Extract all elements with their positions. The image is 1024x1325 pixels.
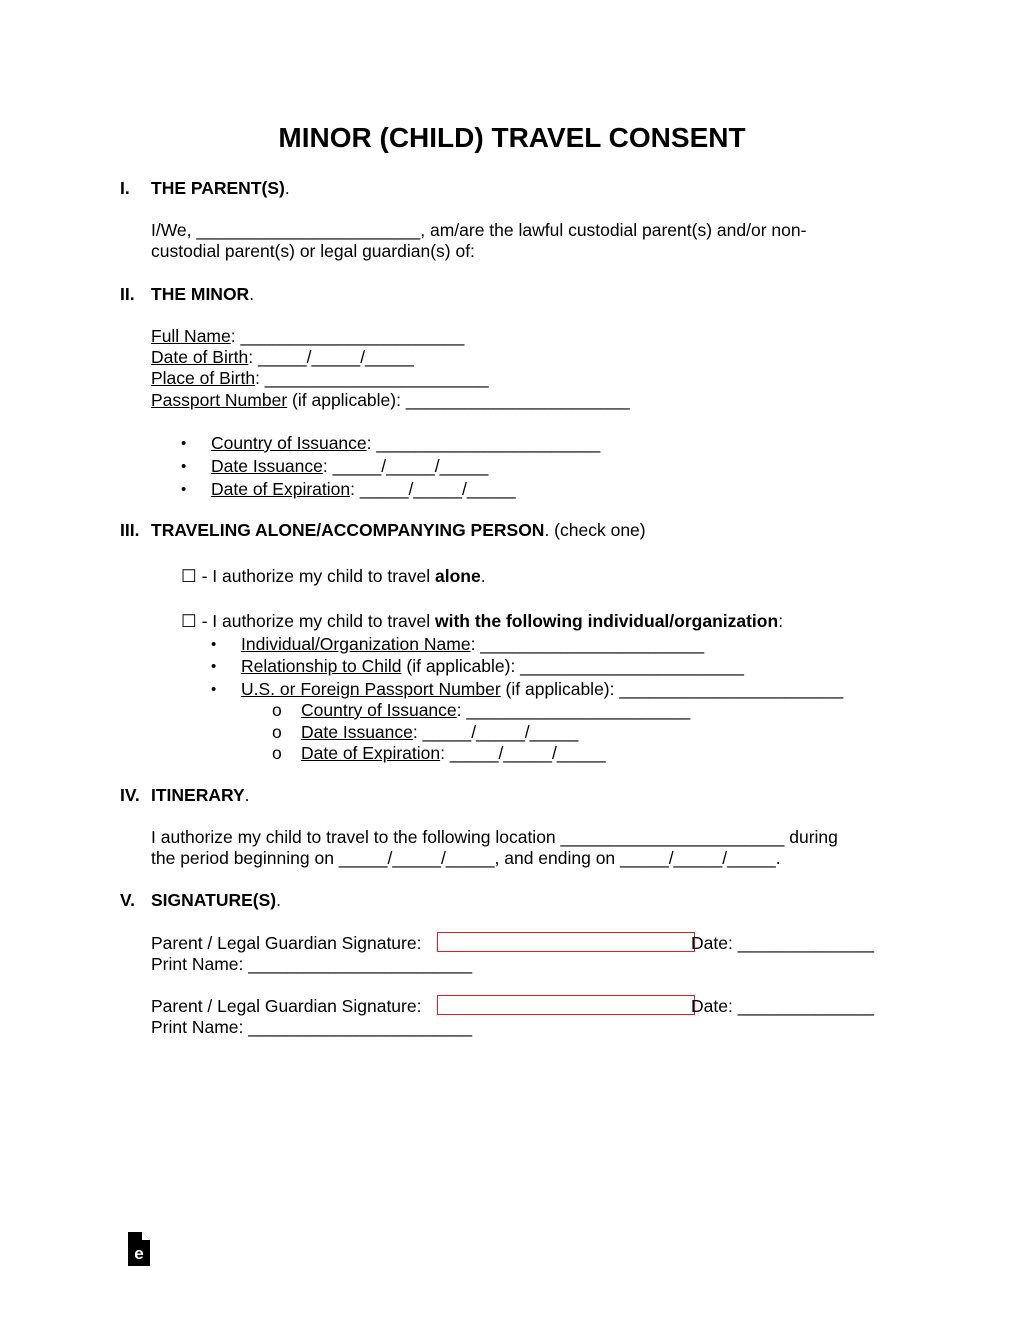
signature-label-1: Parent / Legal Guardian Signature:	[151, 933, 422, 953]
option-alone-bold: alone	[435, 566, 481, 586]
section-1-title: THE PARENT(S)	[151, 178, 285, 198]
section-4-title: ITINERARY	[151, 785, 245, 805]
companion-passport-label: U.S. or Foreign Passport Number	[241, 679, 501, 699]
itinerary-line-2[interactable]: the period beginning on _____/_____/_____, and ending on _____/_____/_____.	[151, 848, 781, 868]
bullet-icon: •	[181, 481, 187, 498]
companion-country-field[interactable]	[301, 700, 690, 721]
section-4-number: IV.	[120, 785, 140, 805]
pob-label: Place of Birth	[151, 368, 256, 388]
passport-blank[interactable]: (if applicable): _______________________	[287, 390, 630, 410]
companion-issuance-field[interactable]	[301, 722, 578, 743]
section-3-rest: . (check one)	[544, 520, 646, 540]
section-3-heading	[151, 520, 646, 541]
parent-line-2: custodial parent(s) or legal guardian(s) of:	[151, 241, 475, 261]
option-accompanied-text: - I authorize my child to travel	[196, 611, 435, 631]
section-2-period: .	[249, 284, 255, 304]
full-name-label: Full Name	[151, 326, 231, 346]
dob-label: Date of Birth	[151, 347, 249, 367]
minor-full-name-field[interactable]	[151, 326, 464, 347]
logo-letter: e	[134, 1244, 144, 1263]
companion-issuance-blank[interactable]: : _____/_____/_____	[412, 722, 579, 742]
bullet-icon: •	[211, 658, 217, 675]
country-label: Country of Issuance	[211, 433, 367, 453]
section-5-number: V.	[120, 890, 135, 910]
parent-line-1[interactable]: I/We, _______________________, am/are the lawful custodial parent(s) and/or non-	[151, 220, 807, 240]
issuance-blank[interactable]: : _____/_____/_____	[322, 456, 489, 476]
section-4-period: .	[244, 785, 250, 805]
pob-blank[interactable]: : _______________________	[255, 368, 489, 388]
section-2-heading	[151, 284, 254, 305]
individual-name-label: Individual/Organization Name	[241, 634, 471, 654]
companion-passport-blank[interactable]: (if applicable): _______________________	[500, 679, 844, 699]
option-accompanied-bold: with the following individual/organization	[435, 611, 779, 631]
companion-expiration-label: Date of Expiration	[301, 743, 441, 763]
companion-expiration-blank[interactable]: : _____/_____/_____	[440, 743, 606, 763]
option-accompanied[interactable]	[181, 611, 783, 632]
expiration-label: Date of Expiration	[211, 479, 351, 499]
country-blank[interactable]: : _______________________	[366, 433, 601, 453]
companion-expiration-field[interactable]	[301, 743, 606, 764]
option-alone-text: - I authorize my child to travel	[196, 566, 435, 586]
sub-bullet-icon: o	[272, 722, 282, 742]
document-title: MINOR (CHILD) TRAVEL CONSENT	[278, 122, 746, 153]
itinerary-line-1[interactable]: I authorize my child to travel to the following location _______________________ during	[151, 827, 838, 847]
dob-blank[interactable]: : _____/_____/_____	[248, 347, 414, 367]
signature-field-1[interactable]	[437, 932, 695, 952]
checkbox-icon[interactable]: ☐	[181, 566, 197, 586]
option-alone-period: .	[480, 566, 486, 586]
print-name-field-1[interactable]: Print Name: _______________________	[151, 954, 473, 974]
section-3-number: III.	[120, 520, 140, 540]
minor-expiration-field[interactable]	[211, 479, 516, 500]
option-alone[interactable]	[181, 566, 486, 587]
companion-passport-field[interactable]	[241, 679, 843, 700]
section-5-title: SIGNATURE(S)	[151, 890, 277, 910]
bullet-icon: •	[211, 681, 217, 698]
section-1-number: I.	[120, 178, 130, 198]
option-accompanied-colon: :	[778, 611, 784, 631]
passport-label: Passport Number	[151, 390, 288, 410]
issuance-label: Date Issuance	[211, 456, 323, 476]
section-2-title: THE MINOR	[151, 284, 250, 304]
companion-country-blank[interactable]: : _______________________	[456, 700, 691, 720]
section-2-number: II.	[120, 284, 135, 304]
minor-pob-field[interactable]	[151, 368, 489, 389]
minor-passport-field[interactable]	[151, 390, 630, 411]
expiration-blank[interactable]: : _____/_____/_____	[350, 479, 516, 499]
checkbox-icon[interactable]: ☐	[181, 611, 197, 631]
companion-country-label: Country of Issuance	[301, 700, 457, 720]
minor-issuance-field[interactable]	[211, 456, 488, 477]
section-4-heading	[151, 785, 250, 806]
relationship-field[interactable]	[241, 656, 744, 677]
signature-field-2[interactable]	[437, 995, 695, 1015]
minor-country-field[interactable]	[211, 433, 600, 454]
sub-bullet-icon: o	[272, 700, 282, 720]
bullet-icon: •	[181, 458, 187, 475]
date-field-2[interactable]: Date: ______________	[691, 996, 874, 1016]
bullet-icon: •	[181, 435, 187, 452]
individual-name-blank[interactable]: : _______________________	[470, 634, 705, 654]
print-name-field-2[interactable]: Print Name: _______________________	[151, 1017, 473, 1037]
signature-label-2: Parent / Legal Guardian Signature:	[151, 996, 422, 1016]
companion-issuance-label: Date Issuance	[301, 722, 413, 742]
section-5-heading	[151, 890, 281, 911]
section-3-title: TRAVELING ALONE/ACCOMPANYING PERSON	[151, 520, 545, 540]
sub-bullet-icon: o	[272, 743, 282, 763]
section-1-period: .	[284, 178, 290, 198]
brand-logo-icon	[128, 1232, 150, 1271]
section-5-period: .	[276, 890, 281, 910]
date-field-1[interactable]: Date: ______________	[691, 933, 874, 953]
section-1-heading	[151, 178, 290, 199]
minor-dob-field[interactable]	[151, 347, 414, 368]
individual-name-field[interactable]	[241, 634, 704, 655]
relationship-blank[interactable]: (if applicable): _______________________	[401, 656, 745, 676]
bullet-icon: •	[211, 636, 217, 653]
full-name-blank[interactable]: : _______________________	[230, 326, 465, 346]
relationship-label: Relationship to Child	[241, 656, 402, 676]
